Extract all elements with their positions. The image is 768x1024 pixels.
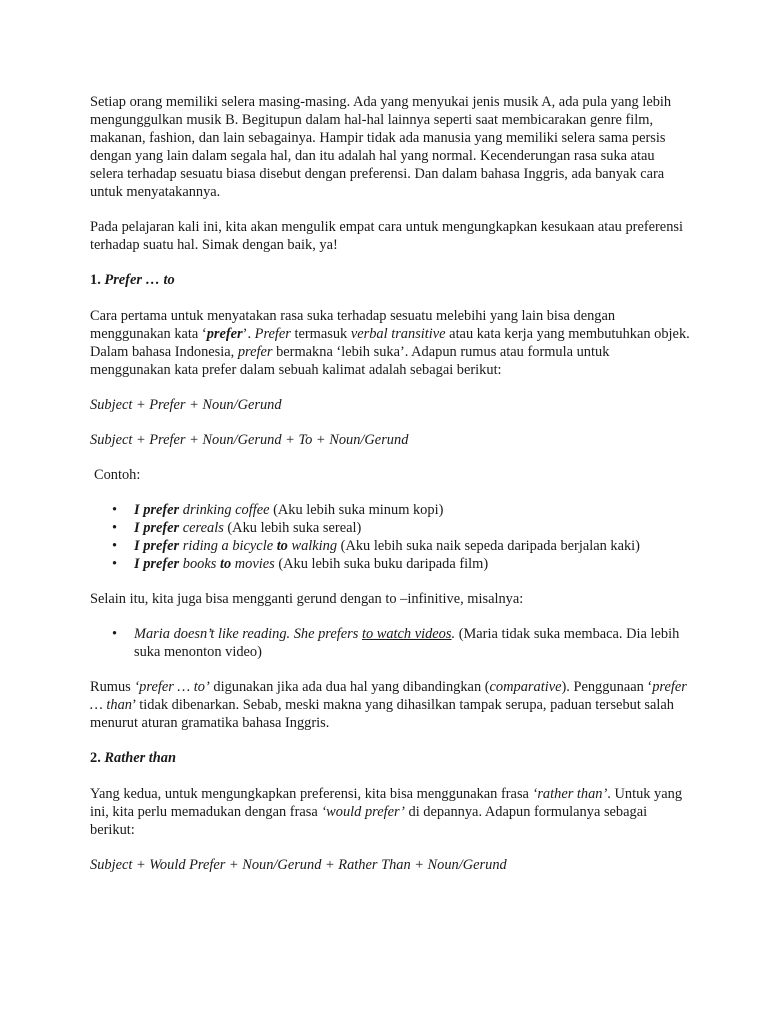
example-gloss: (Aku lebih suka naik sepeda daripada berjalan kaki) <box>337 538 640 554</box>
example-subject: I prefer <box>134 556 180 572</box>
text-run: digunakan jika ada dua hal yang dibandingkan ( <box>209 679 490 695</box>
term-comparative: comparative <box>489 679 562 695</box>
list-item <box>90 555 690 573</box>
bullet-icon: • <box>112 502 118 518</box>
text-run: Cara pertama untuk menyatakan rasa suka terhadap sesuatu melebihi yang lain bisa dengan menggunakan kata ‘ <box>90 308 616 342</box>
term-prefer: Prefer <box>254 326 291 342</box>
infinitive-intro: Selain itu, kita juga bisa mengganti gerund dengan to –infinitive, misalnya: <box>90 591 524 607</box>
example-object: cereals <box>179 520 224 536</box>
term-prefer-than: prefer … than <box>90 679 687 713</box>
term-prefer: prefer <box>206 326 243 342</box>
bullet-icon: • <box>112 626 118 642</box>
infinitive-example-list <box>90 625 690 661</box>
section-1-paragraph <box>90 307 690 379</box>
example-object: books <box>179 556 220 572</box>
formula-2: Subject + Prefer + Noun/Gerund + To + Noun/Gerund <box>90 432 409 448</box>
example-to: to <box>219 556 232 572</box>
example-sentence: Maria doesn’t like reading. She prefers <box>134 626 362 642</box>
example-to: to <box>276 538 288 554</box>
term-prefer: prefer <box>237 344 273 360</box>
term-verbal-transitive: verbal transitive <box>350 326 446 342</box>
example-underlined-phrase: to watch videos <box>361 626 452 642</box>
term-would-prefer: ‘would prefer’ <box>321 804 405 820</box>
bullet-icon: • <box>112 538 118 554</box>
example-gloss: (Aku lebih suka buku daripada film) <box>274 556 489 572</box>
bullet-icon: • <box>112 556 118 572</box>
section-1-heading <box>90 271 690 289</box>
example-subject: I prefer <box>134 520 180 536</box>
list-item <box>90 537 690 555</box>
example-subject: I prefer <box>134 502 180 518</box>
text-run: ). Penggunaan ‘ <box>561 679 653 695</box>
text-run: ’. <box>242 326 255 342</box>
rumus-paragraph <box>90 678 690 732</box>
text-run: bermakna ‘lebih suka’. Adapun rumus atau formula untuk menggunakan kata prefer dalam sebuah kalimat adalah sebagai berikut: <box>90 344 610 378</box>
term-prefer-to: ‘prefer … to’ <box>134 679 210 695</box>
list-item <box>90 501 690 519</box>
intro-paragraph-1: Setiap orang memiliki selera masing-masing. Ada yang menyukai jenis musik A, ada pula yang lebih mengunggulkan musik B. Begitupun dalam hal-hal lainnya seperti saat membicarakan genre film, makanan, fashion, dan lain sebagainya. Hampir tidak ada manusia yang memiliki selera sama persis dengan yang lain dalam segala hal, dan itu adalah hal yang normal. Kecenderungan rasa suka atau selera terhadap sesuatu biasa disebut dengan preferensi. Dan dalam bahasa Inggris, ada banyak cara untuk menyatakannya. <box>90 94 672 200</box>
formula-3: Subject + Would Prefer + Noun/Gerund + Rather Than + Noun/Gerund <box>90 857 507 873</box>
example-object: walking <box>287 538 338 554</box>
text-run: . Untuk yang ini, kita perlu memadukan dengan frasa <box>90 786 683 820</box>
intro-paragraph-2: Pada pelajaran kali ini, kita akan mengulik empat cara untuk mengungkapkan kesukaan atau preferensi terhadap suatu hal. Simak dengan baik, ya! <box>90 219 683 253</box>
text-run: Yang kedua, untuk mengungkapkan preferensi, kita bisa menggunakan frasa <box>90 786 533 802</box>
text-run: termasuk <box>290 326 351 342</box>
contoh-label: Contoh: <box>94 467 141 483</box>
text-run: atau kata kerja yang membutuhkan objek. Dalam bahasa Indonesia, <box>90 326 690 360</box>
section-1-number: 1. <box>90 272 101 288</box>
example-object: riding a bicycle <box>179 538 277 554</box>
text-run: Rumus <box>90 679 135 695</box>
example-period: . <box>451 626 456 642</box>
document-page <box>90 93 690 891</box>
example-gloss: (Aku lebih suka minum kopi) <box>269 502 444 518</box>
section-1-title: Prefer … to <box>104 272 175 288</box>
text-run: di depannya. Adapun formulanya sebagai berikut: <box>90 804 648 838</box>
text-run: ’ tidak dibenarkan. Sebab, meski makna yang dihasilkan tampak serupa, paduan tersebut salah menurut aturan gramatika bahasa Inggris. <box>90 697 674 731</box>
section-2-number: 2. <box>90 750 101 766</box>
list-item <box>90 519 690 537</box>
section-2-paragraph <box>90 785 690 839</box>
example-object: movies <box>231 556 275 572</box>
example-list <box>90 501 690 573</box>
bullet-icon: • <box>112 520 118 536</box>
section-2-title: Rather than <box>104 750 176 766</box>
example-object: drinking coffee <box>179 502 270 518</box>
list-item <box>90 625 690 661</box>
example-gloss: (Maria tidak suka membaca. Dia lebih suka menonton video) <box>134 626 680 660</box>
example-subject: I prefer <box>134 538 180 554</box>
formula-1: Subject + Prefer + Noun/Gerund <box>90 397 282 413</box>
section-2-heading <box>90 749 690 767</box>
term-rather-than: ‘rather than’ <box>532 786 608 802</box>
example-gloss: (Aku lebih suka sereal) <box>223 520 362 536</box>
